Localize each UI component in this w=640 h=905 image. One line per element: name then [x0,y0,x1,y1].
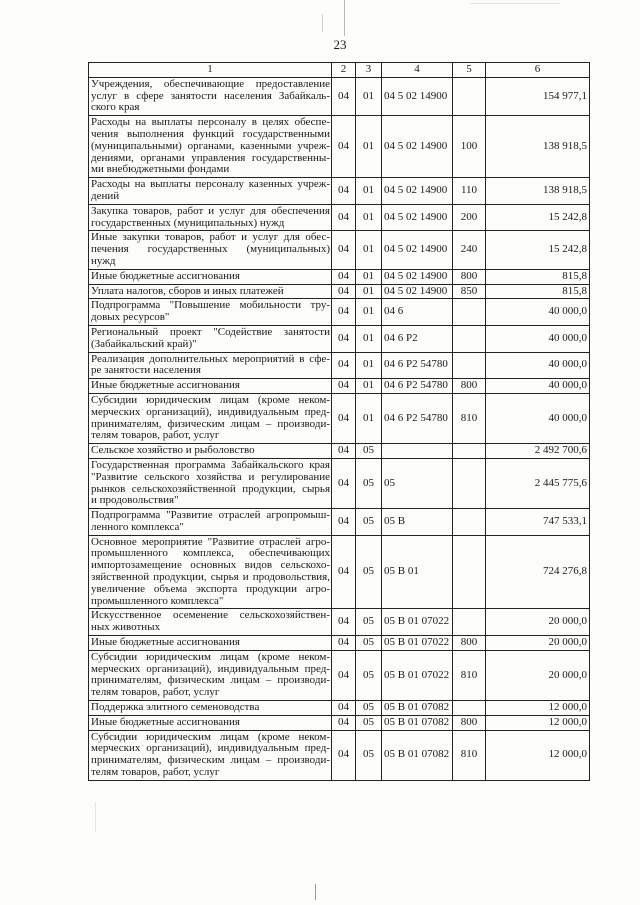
cell-name-line: Расходы на выплаты персоналу в целях обеспе- [91,116,330,129]
cell-target-item: 04 6 Р2 [382,325,453,352]
cell-subsection: 01 [356,393,382,443]
cell-section: 04 [332,535,356,609]
cell-expense-type: 810 [453,393,486,443]
cell-expense-type: 800 [453,379,486,394]
table-row [89,284,590,299]
cell-name-line: промышленного комплекса" [91,594,224,607]
cell-subsection: 05 [356,715,382,730]
cell-name-line: принимателям, физическим лицам – производи- [91,674,330,687]
cell-subsection: 05 [356,444,382,459]
cell-target-item [382,444,453,459]
cell-target-item: 05 В 01 [382,535,453,609]
table-row [89,269,590,284]
cell-target-item: 04 5 02 14900 [382,116,453,178]
cell-name [89,269,332,284]
cell-expense-type [453,509,486,536]
table-row [89,444,590,459]
cell-subsection: 01 [356,352,382,379]
cell-subsection: 01 [356,178,382,205]
cell-name [89,715,332,730]
cell-section: 04 [332,650,356,700]
cell-name-line: Закупка товаров, работ и услуг для обеспечения [91,204,330,217]
table-row [89,379,590,394]
cell-expense-type [453,701,486,716]
cell-amount: 40 000,0 [486,393,590,443]
table-row [89,509,590,536]
cell-name [89,535,332,609]
table-row [89,325,590,352]
cell-name-line: принимателям, физическим лицам – производи- [91,754,330,767]
cell-expense-type [453,325,486,352]
budget-table [88,62,590,781]
cell-name [89,77,332,115]
cell-name-line: телям товаров, работ, услуг [91,686,220,699]
cell-target-item: 04 5 02 14900 [382,231,453,269]
cell-name-line: ского края [91,101,140,114]
table-row [89,352,590,379]
table-row [89,116,590,178]
scan-mark [95,802,96,832]
cell-name-line: Региональный проект "Содействие занятости [91,325,330,338]
cell-expense-type [453,352,486,379]
cell-section: 04 [332,178,356,205]
cell-name-line: Субсидии юридическим лицам (кроме неком- [91,730,330,743]
cell-name-line: "Развитие сельского хозяйства и регулирование [91,470,330,483]
cell-name-line: Искусственное осеменение сельскохозяйствен- [91,609,330,622]
scan-mark [344,0,345,36]
cell-amount: 12 000,0 [486,715,590,730]
table-row [89,609,590,636]
cell-expense-type: 810 [453,650,486,700]
table-row [89,701,590,716]
column-header: 4 [382,63,453,78]
cell-section: 04 [332,715,356,730]
cell-name-line: Подпрограмма "Развитие отраслей агропромыш- [91,509,330,522]
cell-section: 04 [332,231,356,269]
cell-amount: 40 000,0 [486,325,590,352]
header-row [89,63,590,78]
cell-name-line: Иные бюджетные ассигнования [91,269,240,282]
table-row [89,535,590,609]
cell-name [89,444,332,459]
cell-name-line: Основное мероприятие "Развитие отраслей агро- [91,535,330,548]
cell-name [89,352,332,379]
cell-name-line: услуг в сфере занятости населения Забайкаль- [91,89,330,102]
cell-target-item: 04 6 [382,299,453,326]
table-row [89,650,590,700]
cell-section: 04 [332,77,356,115]
cell-section: 04 [332,636,356,651]
cell-section: 04 [332,379,356,394]
scan-mark [470,3,560,4]
table-row [89,458,590,508]
cell-section: 04 [332,458,356,508]
cell-target-item: 05 В 01 07082 [382,730,453,780]
table-row [89,715,590,730]
column-header: 1 [89,63,332,78]
table-row [89,636,590,651]
cell-section: 04 [332,204,356,231]
cell-name [89,509,332,536]
cell-name-line: Иные бюджетные ассигнования [91,715,240,728]
cell-name-line: ных животных [91,621,161,634]
cell-subsection: 05 [356,730,382,780]
cell-name-line: телям товаров, работ, услуг [91,429,220,442]
cell-target-item: 04 5 02 14900 [382,178,453,205]
cell-section: 04 [332,730,356,780]
cell-name-line: Государственная программа Забайкальского края [91,458,330,471]
cell-name [89,730,332,780]
cell-subsection: 01 [356,77,382,115]
cell-section: 04 [332,299,356,326]
cell-amount: 138 918,5 [486,116,590,178]
cell-amount: 15 242,8 [486,231,590,269]
cell-amount: 747 533,1 [486,509,590,536]
cell-name [89,178,332,205]
cell-name [89,325,332,352]
cell-name-line: Учреждения, обеспечивающие предоставление [91,77,330,90]
cell-subsection: 05 [356,701,382,716]
cell-amount: 12 000,0 [486,701,590,716]
cell-section: 04 [332,701,356,716]
column-header: 2 [332,63,356,78]
column-header: 5 [453,63,486,78]
cell-expense-type [453,77,486,115]
cell-subsection: 05 [356,509,382,536]
cell-target-item: 04 5 02 14900 [382,77,453,115]
cell-section: 04 [332,269,356,284]
cell-target-item: 04 6 Р2 54780 [382,379,453,394]
cell-target-item: 04 5 02 14900 [382,204,453,231]
cell-subsection: 05 [356,609,382,636]
cell-amount: 815,8 [486,284,590,299]
cell-amount: 40 000,0 [486,379,590,394]
cell-name-line: мерческих организаций), индивидуальным пред- [91,662,330,675]
cell-target-item: 05 В 01 07082 [382,715,453,730]
cell-subsection: 05 [356,636,382,651]
cell-name-line: дениями, органами управления государственны- [91,151,330,164]
table-row [89,77,590,115]
cell-amount: 40 000,0 [486,352,590,379]
cell-amount: 2 445 775,6 [486,458,590,508]
cell-name-line: принимателям, физическим лицам – производи- [91,417,330,430]
table-header [89,63,590,78]
cell-name [89,231,332,269]
cell-expense-type [453,444,486,459]
cell-name-line: импортозамещение основных видов сельскохо- [91,559,330,572]
cell-name [89,204,332,231]
cell-target-item: 05 [382,458,453,508]
cell-expense-type: 200 [453,204,486,231]
cell-expense-type: 800 [453,269,486,284]
cell-name-line: увеличение объема экспорта продукции агро- [91,582,330,595]
cell-name-line: (Забайкальский край)" [91,337,197,350]
cell-name-line: Расходы на выплаты персоналу казенных учреж- [91,178,330,191]
cell-amount: 154 977,1 [486,77,590,115]
cell-amount: 40 000,0 [486,299,590,326]
cell-name-line: чения выполнения функций государственными [91,127,330,140]
cell-expense-type: 800 [453,636,486,651]
cell-name-line: Иные закупки товаров, работ и услуг для обес- [91,231,330,244]
cell-name-line: ленного комплекса" [91,520,184,533]
cell-amount: 815,8 [486,269,590,284]
cell-amount: 20 000,0 [486,609,590,636]
cell-subsection: 05 [356,650,382,700]
cell-name [89,299,332,326]
page-number: 23 [333,37,347,52]
cell-subsection: 01 [356,299,382,326]
cell-subsection: 01 [356,231,382,269]
cell-name [89,650,332,700]
table-row [89,231,590,269]
cell-section: 04 [332,116,356,178]
cell-name-line: дений [91,189,120,202]
cell-name [89,284,332,299]
cell-amount: 724 276,8 [486,535,590,609]
cell-name-line: Иные бюджетные ассигнования [91,379,240,392]
cell-section: 04 [332,393,356,443]
column-header: 6 [486,63,590,78]
cell-expense-type: 110 [453,178,486,205]
cell-amount: 2 492 700,6 [486,444,590,459]
cell-name-line: нужд [91,254,116,267]
cell-target-item: 04 6 Р2 54780 [382,352,453,379]
cell-name [89,116,332,178]
cell-expense-type [453,299,486,326]
cell-target-item: 04 6 Р2 54780 [382,393,453,443]
cell-section: 04 [332,325,356,352]
cell-expense-type: 800 [453,715,486,730]
cell-amount: 20 000,0 [486,650,590,700]
cell-target-item: 05 В 01 07022 [382,650,453,700]
table-row [89,204,590,231]
cell-amount: 12 000,0 [486,730,590,780]
cell-name-line: телям товаров, работ, услуг [91,766,220,779]
cell-name-line: мерческих организаций), индивидуальным пред- [91,742,330,755]
scan-mark [315,884,316,900]
cell-target-item: 05 В [382,509,453,536]
cell-expense-type: 240 [453,231,486,269]
cell-section: 04 [332,444,356,459]
cell-name-line: зяйственной продукции, сырья и продовольствия, [91,571,330,584]
cell-expense-type [453,609,486,636]
cell-section: 04 [332,284,356,299]
cell-subsection: 01 [356,204,382,231]
cell-expense-type: 100 [453,116,486,178]
cell-subsection: 01 [356,116,382,178]
cell-name-line: печения государственных (муниципальных) [91,243,330,256]
cell-name-line: Поддержка элитного семеноводства [91,701,260,714]
cell-name-line: ре занятости населения [91,364,201,377]
cell-name-line: государственных (муниципальных) нужд [91,216,285,229]
cell-expense-type [453,458,486,508]
cell-subsection: 01 [356,284,382,299]
cell-subsection: 01 [356,379,382,394]
cell-name-line: Иные бюджетные ассигнования [91,636,240,649]
table-row [89,730,590,780]
cell-amount: 138 918,5 [486,178,590,205]
cell-section: 04 [332,509,356,536]
cell-name [89,393,332,443]
cell-name [89,701,332,716]
cell-section: 04 [332,609,356,636]
table-row [89,299,590,326]
column-header: 3 [356,63,382,78]
cell-name-line: Сельское хозяйство и рыболовство [91,444,255,457]
scan-mark [322,14,323,32]
cell-target-item: 05 В 01 07022 [382,636,453,651]
cell-target-item: 04 5 02 14900 [382,269,453,284]
cell-amount: 15 242,8 [486,204,590,231]
cell-name-line: Субсидии юридическим лицам (кроме неком- [91,650,330,663]
cell-name-line: довых ресурсов" [91,311,170,324]
cell-subsection: 05 [356,535,382,609]
cell-expense-type: 810 [453,730,486,780]
cell-name-line: и продовольствия" [91,494,179,507]
cell-name-line: промышленного комплекса, обеспечивающих [91,547,330,560]
cell-target-item: 04 5 02 14900 [382,284,453,299]
cell-name-line: Реализация дополнительных мероприятий в сфе- [91,352,330,365]
cell-name [89,609,332,636]
cell-name-line: ми внебюджетными фондами [91,163,230,176]
table-row [89,393,590,443]
cell-name-line: Подпрограмма "Повышение мобильности тру- [91,299,330,312]
cell-name [89,379,332,394]
cell-name-line: Уплата налогов, сборов и иных платежей [91,284,284,297]
cell-section: 04 [332,352,356,379]
cell-name-line: рынков сельскохозяйственной продукции, сырья [91,482,330,495]
table-body [89,77,590,780]
cell-expense-type: 850 [453,284,486,299]
cell-subsection: 01 [356,269,382,284]
cell-target-item: 05 В 01 07082 [382,701,453,716]
cell-name-line: (муниципальными) органами, казенными учреж- [91,139,330,152]
cell-name-line: Субсидии юридическим лицам (кроме неком- [91,393,330,406]
cell-name [89,458,332,508]
cell-amount: 20 000,0 [486,636,590,651]
cell-name [89,636,332,651]
cell-target-item: 05 В 01 07022 [382,609,453,636]
cell-expense-type [453,535,486,609]
table-row [89,178,590,205]
cell-subsection: 05 [356,458,382,508]
cell-subsection: 01 [356,325,382,352]
cell-name-line: мерческих организаций), индивидуальным пред- [91,405,330,418]
